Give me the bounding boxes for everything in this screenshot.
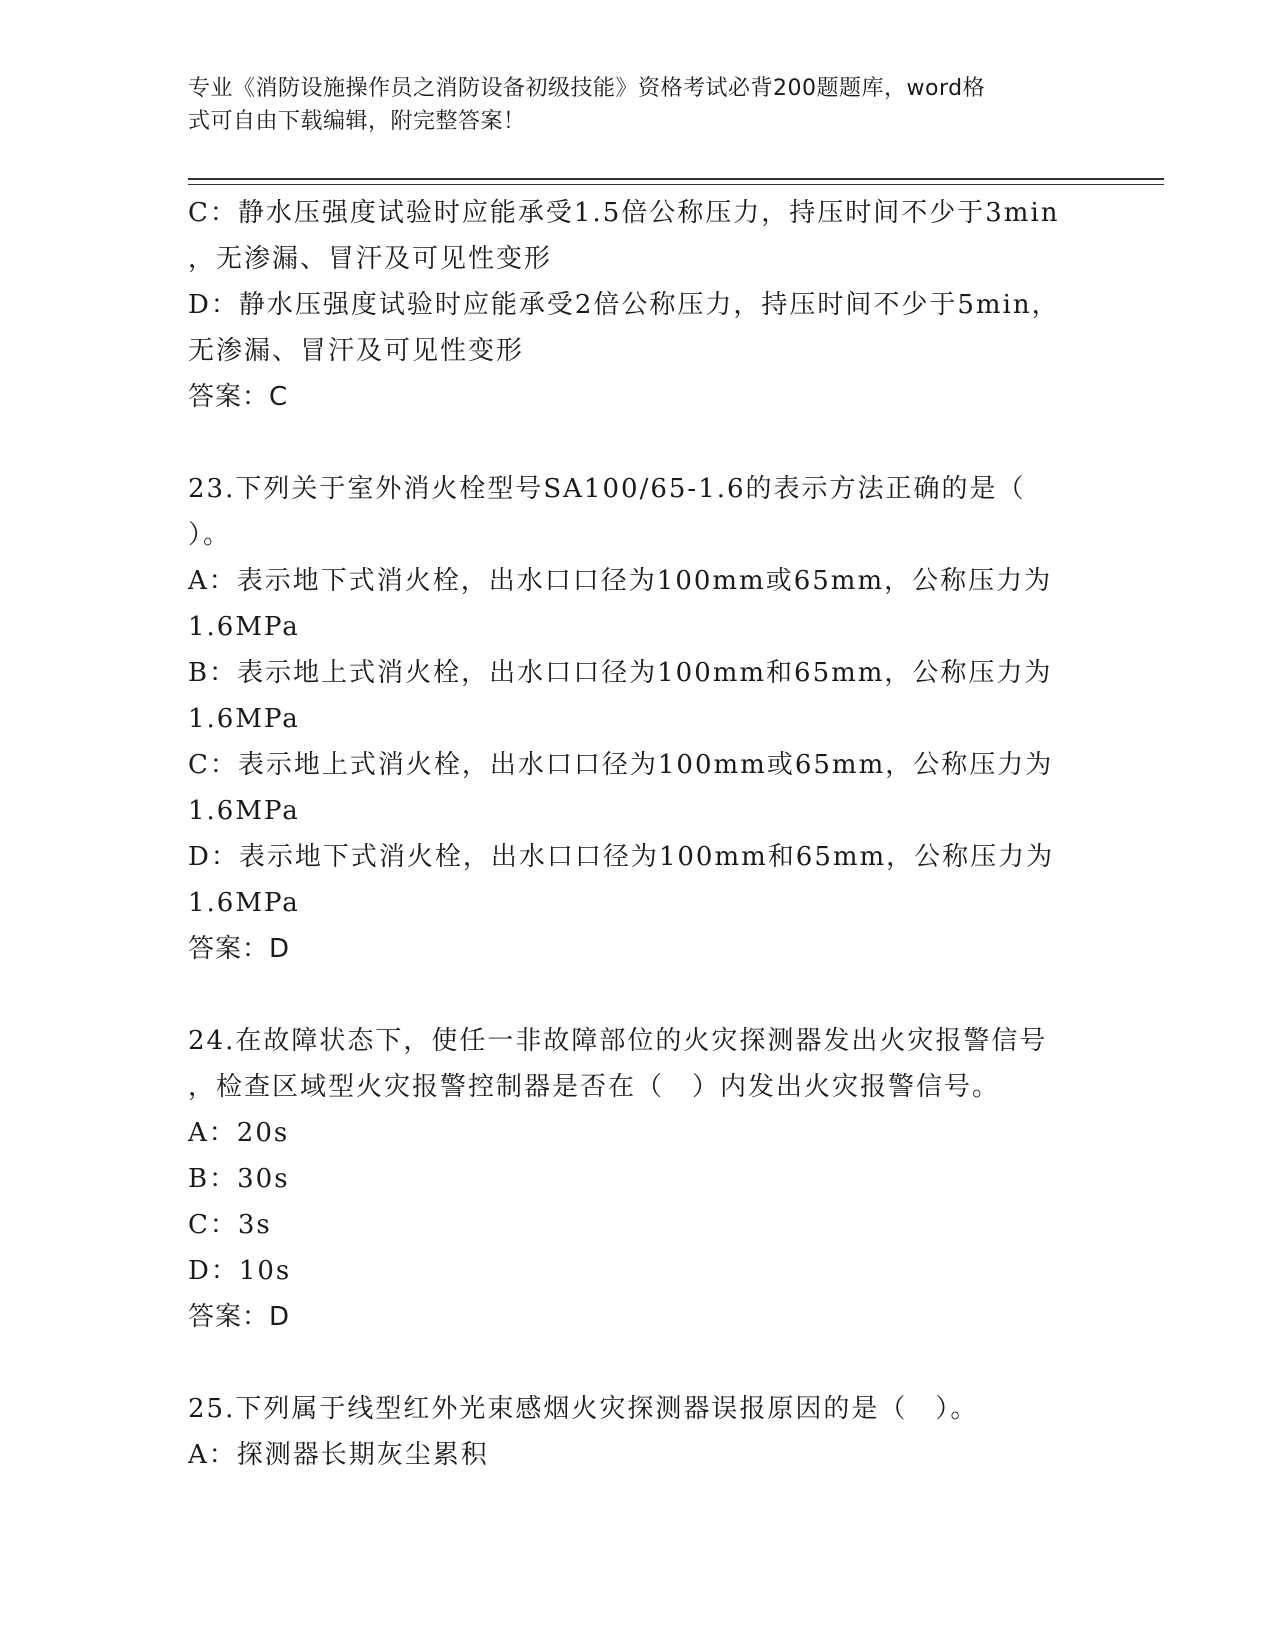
document-body [188, 190, 1088, 1478]
q22-option-d-line-1: D：静水压强度试验时应能承受2倍公称压力，持压时间不少于5min， [188, 290, 1060, 320]
q23-option-b-line-1: B：表示地上式消火栓，出水口口径为100mm和65mm，公称压力为 [188, 658, 1053, 688]
header-line-2: 式可自由下载编辑，附完整答案！ [188, 109, 526, 134]
q22-answer: 答案：C [188, 382, 289, 412]
q23-option-a-line-1: A：表示地下式消火栓，出水口口径为100mm或65mm，公称压力为 [188, 566, 1053, 596]
q24-option-a: A：20s [188, 1118, 290, 1148]
q23-answer: 答案：D [188, 934, 291, 964]
question-25-block [188, 1386, 1088, 1478]
question-gap [188, 420, 1088, 466]
q24-stem-line-1: 24.在故障状态下，使任一非故障部位的火灾探测器发出火灾报警信号 [188, 1026, 1048, 1056]
q23-option-a-line-2: 1.6MPa [188, 612, 300, 642]
question-23-block [188, 466, 1088, 972]
q24-stem-line-2: ，检查区域型火灾报警控制器是否在（ ）内发出火灾报警信号。 [188, 1072, 1001, 1102]
header-divider-thick [188, 178, 1164, 180]
q23-stem-line-2: ）。 [188, 520, 232, 550]
q24-option-c: C：3s [188, 1210, 272, 1240]
q23-stem-line-1: 23.下列关于室外消火栓型号SA100/65-1.6的表示方法正确的是（ [188, 474, 1026, 504]
question-22-block [188, 190, 1088, 420]
q23-option-c-line-2: 1.6MPa [188, 796, 300, 826]
q25-stem: 25.下列属于线型红外光束感烟火灾探测器误报原因的是（ ）。 [188, 1394, 979, 1424]
q23-option-b-line-2: 1.6MPa [188, 704, 300, 734]
q22-option-c-line-2: ，无渗漏、冒汗及可见性变形 [188, 244, 553, 274]
q24-option-b: B：30s [188, 1164, 290, 1194]
q22-option-d-line-2: 无渗漏、冒汗及可见性变形 [188, 336, 525, 366]
header-line-1: 专业《消防设施操作员之消防设备初级技能》资格考试必背200题题库，word格 [188, 76, 986, 101]
q23-option-c-line-1: C：表示地上式消火栓，出水口口径为100mm或65mm，公称压力为 [188, 750, 1054, 780]
question-24-block [188, 1018, 1088, 1340]
question-gap [188, 972, 1088, 1018]
q23-option-d-line-2: 1.6MPa [188, 888, 300, 918]
q23-option-d-line-1: D：表示地下式消火栓，出水口口径为100mm和65mm，公称压力为 [188, 842, 1055, 872]
q24-answer: 答案：D [188, 1302, 291, 1332]
q22-option-c-line-1: C：静水压强度试验时应能承受1.5倍公称压力，持压时间不少于3min [188, 198, 1060, 228]
document-header [188, 72, 1088, 138]
q25-option-a: A：探测器长期灰尘累积 [188, 1440, 489, 1470]
header-divider-thin [188, 184, 1164, 185]
q24-option-d: D：10s [188, 1256, 292, 1286]
question-gap [188, 1340, 1088, 1386]
